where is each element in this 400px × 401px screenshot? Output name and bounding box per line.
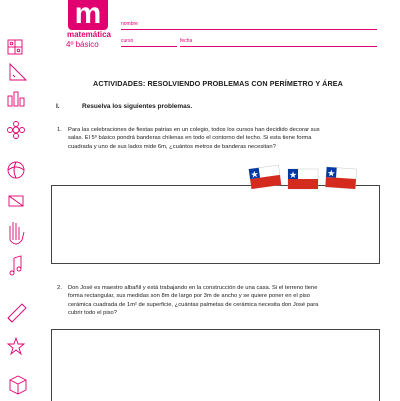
chile-flag-icon [325,167,356,189]
decorative-side-strip [0,0,36,400]
flower-icon [8,122,25,139]
chile-flag-icon [249,165,281,189]
problem-text [68,284,318,318]
section-number: I. [56,103,60,110]
date-field-line[interactable] [180,46,377,47]
bars-icon [8,92,24,106]
problem-line: cuadrada y uno de sus lados mide 6m, ¿cuántos metros de banderas necesitan? [68,143,276,150]
ruler-icon [10,64,26,80]
ball-icon [8,162,24,178]
brand-logo [68,0,108,30]
problem-line: forma rectangular, sus medidas son 8m de largo por 3m de ancho y se quiere poner en el piso [68,293,310,300]
course-label: curso [121,38,134,44]
problem-line: Para las celebraciones de fiestas patrias en un colegio, todos los cursos han decidido decorar sus [68,127,320,133]
brand-name: matemática [66,30,112,39]
date-label: fecha [180,38,193,44]
problem-line: salas. El 5º básico pondrá banderas chilenas en todo el contorno del techo. Si esta tiene forma [68,135,312,142]
section-heading [56,103,192,110]
grid-icon [8,40,22,54]
problem-text [68,126,320,151]
hand-icon [10,222,24,244]
problem-number: 2. [57,285,62,291]
shape-icon [9,196,23,206]
chile-flag-icon [288,169,318,189]
problem-line: cubrir todo el piso? [68,310,117,317]
star-icon [8,338,24,354]
course-field-line[interactable] [121,46,177,47]
name-field-line[interactable] [121,29,377,30]
section-label: Resuelva los siguientes problemas. [82,103,193,110]
answer-box-2[interactable] [51,329,380,401]
problem-line: cerámica cuadrada de 1m² de superficie, ¿cuántas palmetas de cerámica necesita don José para [68,301,319,308]
grade-label: 4º básico [66,40,99,49]
chilean-flags [248,163,358,193]
music-note-icon [10,256,21,275]
answer-box-1[interactable] [51,185,380,264]
cube-icon [10,376,26,394]
page-title: ACTIVIDADES: RESOLVIENDO PROBLEMAS CON PERÍMETRO Y ÁREA [93,79,343,88]
problem-line: Don José es maestro albañil y está trabajando en la construcción de una casa. Si el terreno tiene [68,285,318,291]
problem-number: 1. [57,127,62,133]
logo-letter: m [74,0,102,30]
name-label: nombre [121,21,138,27]
pencil-icon [8,304,26,322]
